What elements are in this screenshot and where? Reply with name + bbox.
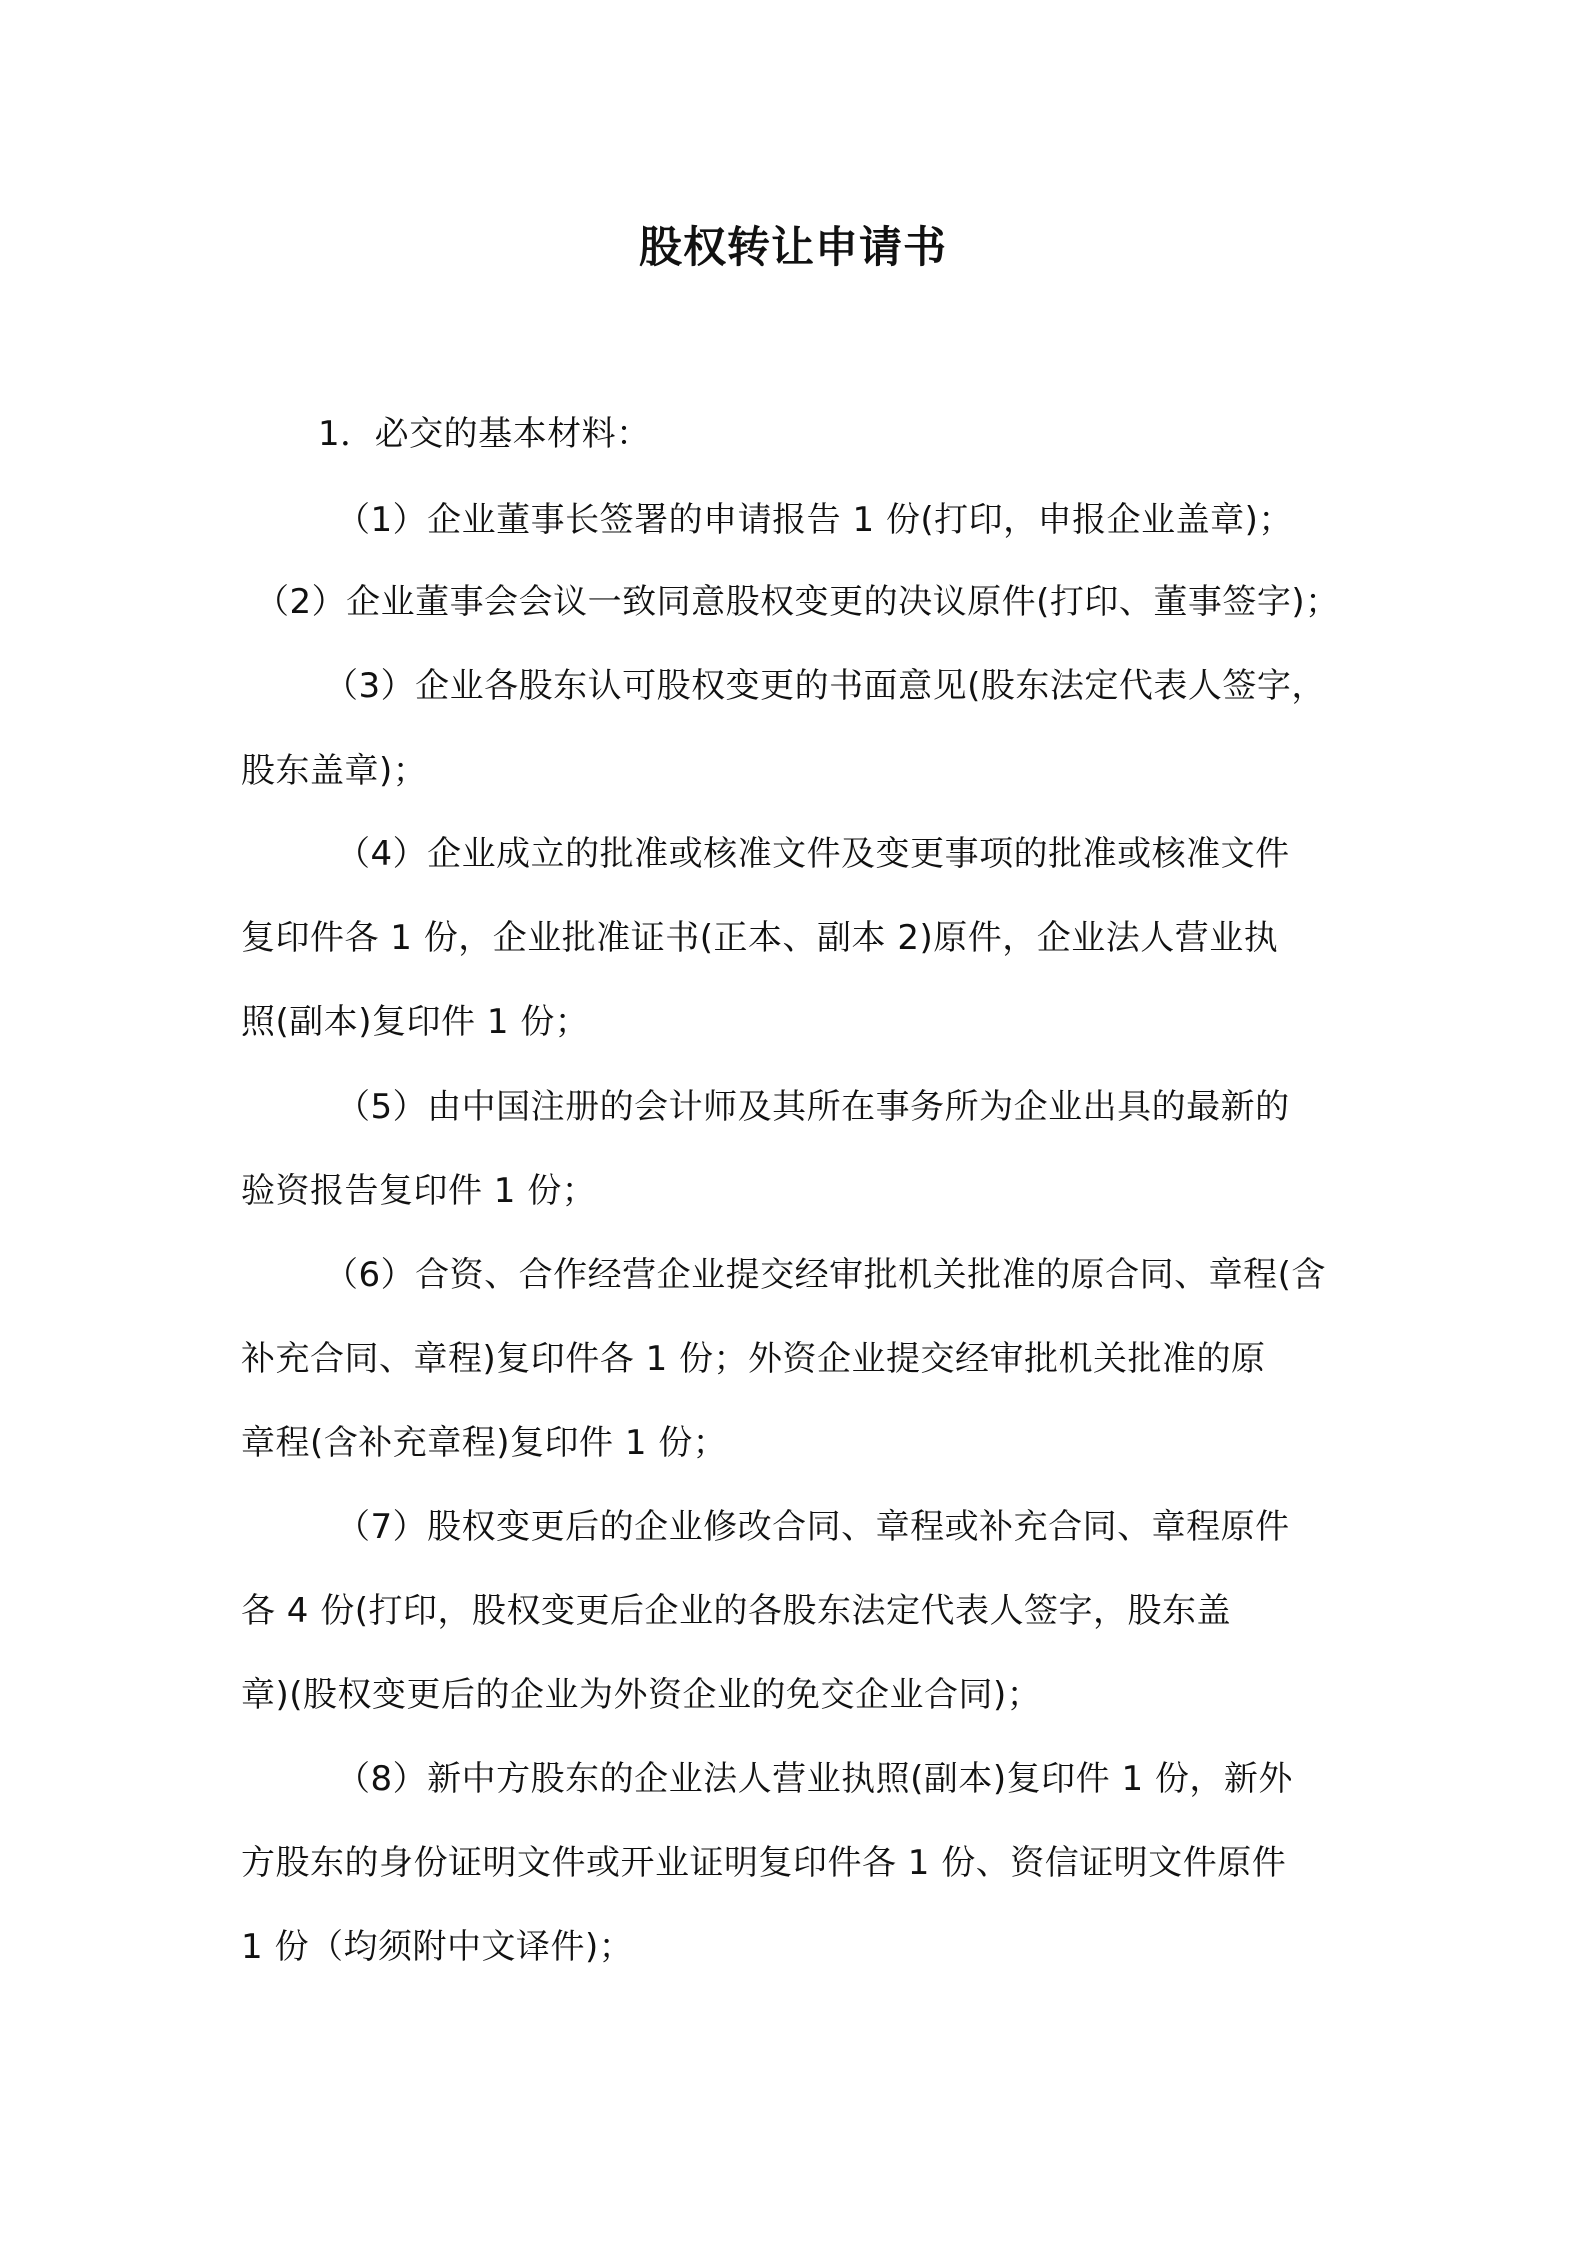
item-4-line-3: 照(副本)复印件 1 份； bbox=[241, 1002, 590, 1042]
item-7-line-3: 章)(股权变更后的企业为外资企业的免交企业合同)； bbox=[241, 1675, 1042, 1715]
section-heading: 1．必交的基本材料： bbox=[318, 414, 651, 454]
item-5-line-2: 验资报告复印件 1 份； bbox=[241, 1171, 597, 1211]
item-1-line-1: （1）企业董事长签署的申请报告 1 份(打印，申报企业盖章)； bbox=[336, 500, 1293, 540]
item-8-line-1: （8）新中方股东的企业法人营业执照(副本)复印件 1 份，新外 bbox=[336, 1759, 1293, 1799]
item-7-line-1: （7）股权变更后的企业修改合同、章程或补充合同、章程原件 bbox=[336, 1507, 1290, 1547]
item-6-line-3: 章程(含补充章程)复印件 1 份； bbox=[241, 1423, 728, 1463]
item-8-line-2: 方股东的身份证明文件或开业证明复印件各 1 份、资信证明文件原件 bbox=[241, 1843, 1287, 1883]
item-5-line-1: （5）由中国注册的会计师及其所在事务所为企业出具的最新的 bbox=[336, 1087, 1290, 1127]
item-8-line-3: 1 份（均须附中文译件)； bbox=[241, 1927, 634, 1967]
item-4-line-1: （4）企业成立的批准或核准文件及变更事项的批准或核准文件 bbox=[336, 834, 1290, 874]
item-3-line-2: 股东盖章)； bbox=[241, 751, 428, 791]
item-2-line-1: （2）企业董事会会议一致同意股权变更的决议原件(打印、董事签字)； bbox=[255, 582, 1340, 622]
item-4-line-2: 复印件各 1 份，企业批准证书(正本、副本 2)原件，企业法人营业执 bbox=[241, 918, 1279, 958]
item-6-line-1: （6）合资、合作经营企业提交经审批机关批准的原合同、章程(含 bbox=[324, 1255, 1326, 1295]
item-7-line-2: 各 4 份(打印，股权变更后企业的各股东法定代表人签字，股东盖 bbox=[241, 1591, 1232, 1631]
document-title: 股权转让申请书 bbox=[639, 223, 947, 273]
item-6-line-2: 补充合同、章程)复印件各 1 份；外资企业提交经审批机关批准的原 bbox=[241, 1339, 1266, 1379]
item-3-line-1: （3）企业各股东认可股权变更的书面意见(股东法定代表人签字， bbox=[324, 666, 1326, 706]
